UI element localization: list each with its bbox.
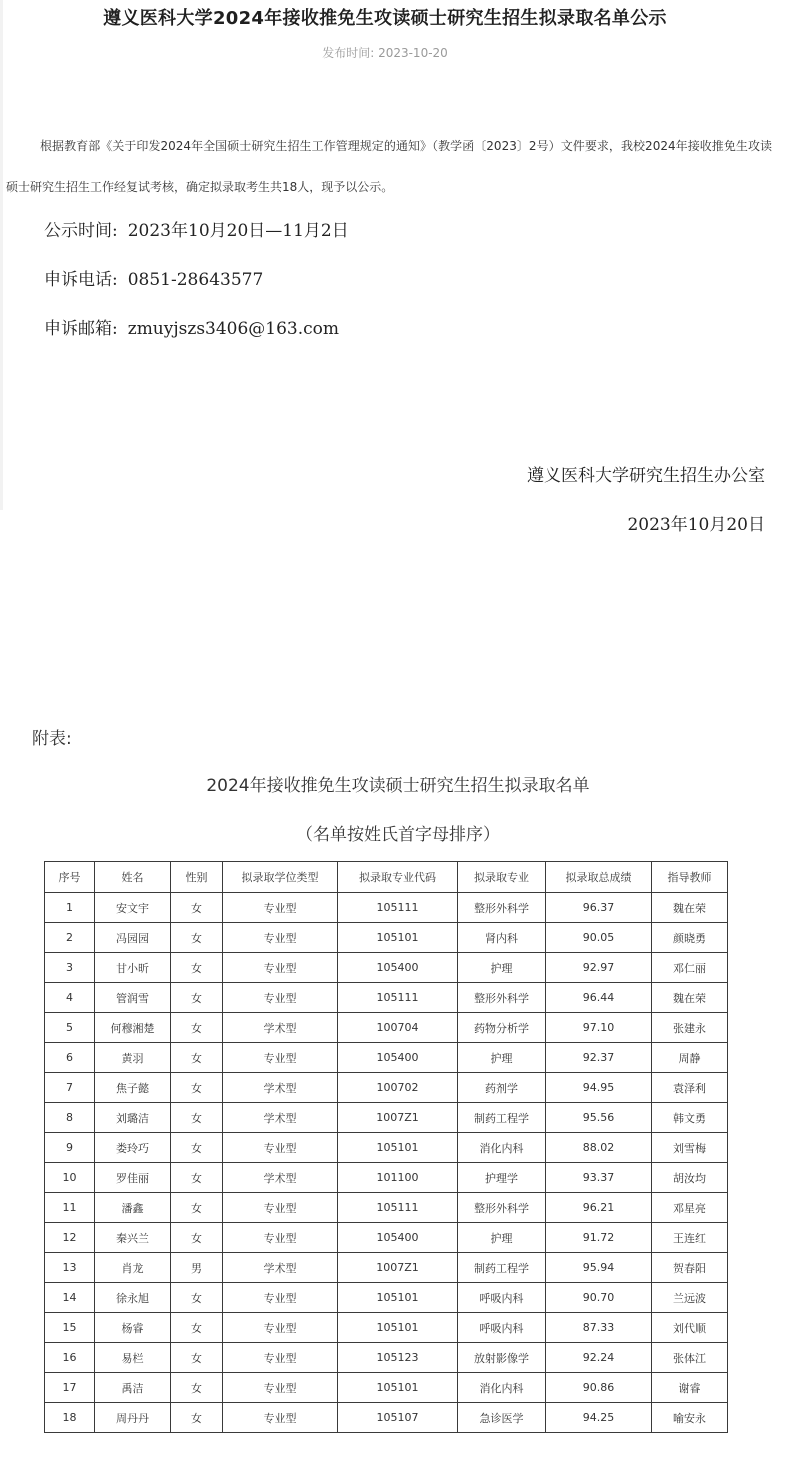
cell-gender: 女 [171, 1313, 223, 1343]
cell-degree-type: 专业型 [223, 1373, 338, 1403]
cell-major-code: 105107 [338, 1403, 458, 1433]
cell-major-code: 105111 [338, 983, 458, 1013]
page-edge-shade [0, 0, 3, 510]
cell-gender: 女 [171, 1193, 223, 1223]
cell-total-score: 96.21 [546, 1193, 652, 1223]
cell-major: 药物分析学 [458, 1013, 546, 1043]
table-body [45, 893, 728, 1433]
signature-date: 2023年10月20日 [627, 515, 765, 535]
cell-name: 娄玲巧 [95, 1133, 171, 1163]
cell-degree-type: 专业型 [223, 1403, 338, 1433]
table-header-row [45, 862, 728, 893]
cell-total-score: 88.02 [546, 1133, 652, 1163]
column-header: 拟录取学位类型 [223, 862, 338, 893]
cell-major: 呼吸内科 [458, 1283, 546, 1313]
publish-date: 2023-10-20 [378, 46, 448, 60]
notice-period-value: 2023年10月20日—11月2日 [127, 221, 349, 241]
cell-major-code: 100702 [338, 1073, 458, 1103]
cell-degree-type: 专业型 [223, 1313, 338, 1343]
table-row [45, 1103, 728, 1133]
publish-info [0, 44, 770, 61]
cell-name: 易栏 [95, 1343, 171, 1373]
cell-major-code: 105101 [338, 923, 458, 953]
cell-name: 肖龙 [95, 1253, 171, 1283]
column-header: 拟录取总成绩 [546, 862, 652, 893]
appendix-label: 附表: [32, 729, 72, 749]
column-header: 序号 [45, 862, 95, 893]
cell-degree-type: 学术型 [223, 1013, 338, 1043]
cell-total-score: 87.33 [546, 1313, 652, 1343]
cell-total-score: 96.37 [546, 893, 652, 923]
cell-total-score: 92.97 [546, 953, 652, 983]
cell-name: 潘鑫 [95, 1193, 171, 1223]
cell-major: 护理学 [458, 1163, 546, 1193]
cell-gender: 女 [171, 1223, 223, 1253]
table-row [45, 923, 728, 953]
cell-major: 药剂学 [458, 1073, 546, 1103]
cell-index: 5 [45, 1013, 95, 1043]
cell-major: 急诊医学 [458, 1403, 546, 1433]
notice-period [44, 216, 349, 241]
cell-gender: 女 [171, 1043, 223, 1073]
cell-supervisor: 周静 [652, 1043, 728, 1073]
cell-total-score: 90.70 [546, 1283, 652, 1313]
table-row [45, 1133, 728, 1163]
cell-major: 整形外科学 [458, 893, 546, 923]
cell-gender: 男 [171, 1253, 223, 1283]
cell-major: 护理 [458, 953, 546, 983]
cell-major: 护理 [458, 1043, 546, 1073]
cell-major-code: 1007Z1 [338, 1103, 458, 1133]
cell-index: 1 [45, 893, 95, 923]
cell-major-code: 105111 [338, 893, 458, 923]
cell-total-score: 92.37 [546, 1043, 652, 1073]
cell-degree-type: 学术型 [223, 1073, 338, 1103]
table-row [45, 1373, 728, 1403]
cell-gender: 女 [171, 953, 223, 983]
cell-supervisor: 袁泽利 [652, 1073, 728, 1103]
cell-major: 消化内科 [458, 1373, 546, 1403]
cell-major-code: 101100 [338, 1163, 458, 1193]
cell-major-code: 105101 [338, 1283, 458, 1313]
cell-major-code: 105400 [338, 1043, 458, 1073]
cell-degree-type: 学术型 [223, 1103, 338, 1133]
table-row [45, 1013, 728, 1043]
cell-index: 16 [45, 1343, 95, 1373]
cell-total-score: 90.86 [546, 1373, 652, 1403]
cell-index: 7 [45, 1073, 95, 1103]
cell-gender: 女 [171, 1163, 223, 1193]
cell-name: 黄羽 [95, 1043, 171, 1073]
cell-total-score: 93.37 [546, 1163, 652, 1193]
cell-total-score: 96.44 [546, 983, 652, 1013]
cell-index: 15 [45, 1313, 95, 1343]
cell-gender: 女 [171, 1373, 223, 1403]
cell-major: 整形外科学 [458, 983, 546, 1013]
cell-major: 制药工程学 [458, 1103, 546, 1133]
cell-name: 秦兴兰 [95, 1223, 171, 1253]
cell-index: 3 [45, 953, 95, 983]
cell-index: 9 [45, 1133, 95, 1163]
signature-office: 遵义医科大学研究生招生办公室 [527, 466, 765, 486]
cell-supervisor: 魏在荣 [652, 893, 728, 923]
table-row [45, 1343, 728, 1373]
publish-label: 发布时间: [322, 46, 375, 60]
cell-supervisor: 兰远波 [652, 1283, 728, 1313]
cell-supervisor: 刘雪梅 [652, 1133, 728, 1163]
notice-phone-label: 申诉电话: [44, 270, 118, 290]
cell-supervisor: 张体江 [652, 1343, 728, 1373]
cell-supervisor: 刘代顺 [652, 1313, 728, 1343]
column-header: 性别 [171, 862, 223, 893]
cell-index: 2 [45, 923, 95, 953]
table-row [45, 1253, 728, 1283]
cell-name: 焦子懿 [95, 1073, 171, 1103]
cell-total-score: 92.24 [546, 1343, 652, 1373]
cell-name: 何穆湘楚 [95, 1013, 171, 1043]
cell-major-code: 105400 [338, 953, 458, 983]
table-row [45, 983, 728, 1013]
table-row [45, 893, 728, 923]
intro-paragraph: 根据教育部《关于印发2024年全国硕士研究生招生工作管理规定的通知》（教学函〔2023〕2号）文件要求，我校2024年接收推免生攻读硕士研究生招生工作经复试考核，确定拟录取考生共18人，现予以公示。 [6, 139, 772, 194]
cell-major-code: 105123 [338, 1343, 458, 1373]
cell-gender: 女 [171, 983, 223, 1013]
table-row [45, 1043, 728, 1073]
notice-phone-value: 0851-28643577 [127, 270, 264, 290]
table-row [45, 1193, 728, 1223]
cell-supervisor: 谢睿 [652, 1373, 728, 1403]
cell-index: 18 [45, 1403, 95, 1433]
cell-total-score: 95.56 [546, 1103, 652, 1133]
cell-major: 放射影像学 [458, 1343, 546, 1373]
cell-index: 12 [45, 1223, 95, 1253]
notice-period-label: 公示时间: [44, 221, 118, 241]
cell-major: 消化内科 [458, 1133, 546, 1163]
table-row [45, 1223, 728, 1253]
column-header: 拟录取专业 [458, 862, 546, 893]
cell-total-score: 91.72 [546, 1223, 652, 1253]
cell-degree-type: 专业型 [223, 1133, 338, 1163]
cell-index: 14 [45, 1283, 95, 1313]
table-subtitle: （名单按姓氏首字母排序） [296, 825, 500, 845]
cell-gender: 女 [171, 1283, 223, 1313]
cell-degree-type: 专业型 [223, 893, 338, 923]
cell-major-code: 105400 [338, 1223, 458, 1253]
cell-major: 呼吸内科 [458, 1313, 546, 1343]
cell-major-code: 105101 [338, 1133, 458, 1163]
column-header: 拟录取专业代码 [338, 862, 458, 893]
cell-supervisor: 颜晓勇 [652, 923, 728, 953]
cell-major: 护理 [458, 1223, 546, 1253]
cell-total-score: 95.94 [546, 1253, 652, 1283]
cell-gender: 女 [171, 1073, 223, 1103]
cell-degree-type: 专业型 [223, 1283, 338, 1313]
cell-degree-type: 专业型 [223, 923, 338, 953]
cell-supervisor: 贺春阳 [652, 1253, 728, 1283]
cell-degree-type: 学术型 [223, 1163, 338, 1193]
cell-supervisor: 张建永 [652, 1013, 728, 1043]
cell-gender: 女 [171, 893, 223, 923]
cell-total-score: 97.10 [546, 1013, 652, 1043]
cell-gender: 女 [171, 923, 223, 953]
table-row [45, 1313, 728, 1343]
cell-degree-type: 学术型 [223, 1253, 338, 1283]
cell-index: 11 [45, 1193, 95, 1223]
cell-index: 13 [45, 1253, 95, 1283]
cell-index: 4 [45, 983, 95, 1013]
cell-major: 肾内科 [458, 923, 546, 953]
cell-total-score: 94.95 [546, 1073, 652, 1103]
table-row [45, 1073, 728, 1103]
cell-major-code: 105111 [338, 1193, 458, 1223]
cell-degree-type: 专业型 [223, 953, 338, 983]
cell-name: 禹洁 [95, 1373, 171, 1403]
cell-name: 周丹丹 [95, 1403, 171, 1433]
cell-degree-type: 专业型 [223, 983, 338, 1013]
notice-email-label: 申诉邮箱: [44, 319, 118, 339]
cell-gender: 女 [171, 1343, 223, 1373]
cell-supervisor: 胡汝均 [652, 1163, 728, 1193]
cell-degree-type: 专业型 [223, 1043, 338, 1073]
cell-name: 安文宇 [95, 893, 171, 923]
cell-supervisor: 魏在荣 [652, 983, 728, 1013]
cell-major: 整形外科学 [458, 1193, 546, 1223]
table-row [45, 953, 728, 983]
cell-name: 徐永旭 [95, 1283, 171, 1313]
notice-phone [44, 265, 263, 290]
cell-total-score: 90.05 [546, 923, 652, 953]
cell-gender: 女 [171, 1013, 223, 1043]
table-title: 2024年接收推免生攻读硕士研究生招生拟录取名单 [206, 776, 590, 796]
cell-major-code: 100704 [338, 1013, 458, 1043]
cell-name: 甘小昕 [95, 953, 171, 983]
cell-supervisor: 邓星亮 [652, 1193, 728, 1223]
cell-gender: 女 [171, 1403, 223, 1433]
cell-degree-type: 专业型 [223, 1193, 338, 1223]
cell-major-code: 105101 [338, 1313, 458, 1343]
cell-index: 8 [45, 1103, 95, 1133]
cell-major-code: 105101 [338, 1373, 458, 1403]
cell-index: 6 [45, 1043, 95, 1073]
column-header: 指导教师 [652, 862, 728, 893]
cell-gender: 女 [171, 1133, 223, 1163]
cell-supervisor: 喻安永 [652, 1403, 728, 1433]
cell-name: 冯园园 [95, 923, 171, 953]
cell-name: 杨睿 [95, 1313, 171, 1343]
cell-major-code: 1007Z1 [338, 1253, 458, 1283]
page-title: 遵义医科大学2024年接收推免生攻读硕士研究生招生拟录取名单公示 [103, 8, 667, 29]
cell-supervisor: 王连红 [652, 1223, 728, 1253]
admission-table [44, 861, 728, 1433]
cell-supervisor: 邓仁丽 [652, 953, 728, 983]
table-row [45, 1403, 728, 1433]
cell-major: 制药工程学 [458, 1253, 546, 1283]
cell-index: 17 [45, 1373, 95, 1403]
column-header: 姓名 [95, 862, 171, 893]
table-row [45, 1163, 728, 1193]
notice-email-value: zmuyjszs3406@163.com [127, 319, 340, 339]
cell-gender: 女 [171, 1103, 223, 1133]
cell-degree-type: 专业型 [223, 1343, 338, 1373]
cell-total-score: 94.25 [546, 1403, 652, 1433]
cell-name: 刘璐洁 [95, 1103, 171, 1133]
cell-name: 管润雪 [95, 983, 171, 1013]
cell-name: 罗佳丽 [95, 1163, 171, 1193]
cell-degree-type: 专业型 [223, 1223, 338, 1253]
cell-supervisor: 韩文勇 [652, 1103, 728, 1133]
table-row [45, 1283, 728, 1313]
notice-email [44, 314, 339, 339]
cell-index: 10 [45, 1163, 95, 1193]
